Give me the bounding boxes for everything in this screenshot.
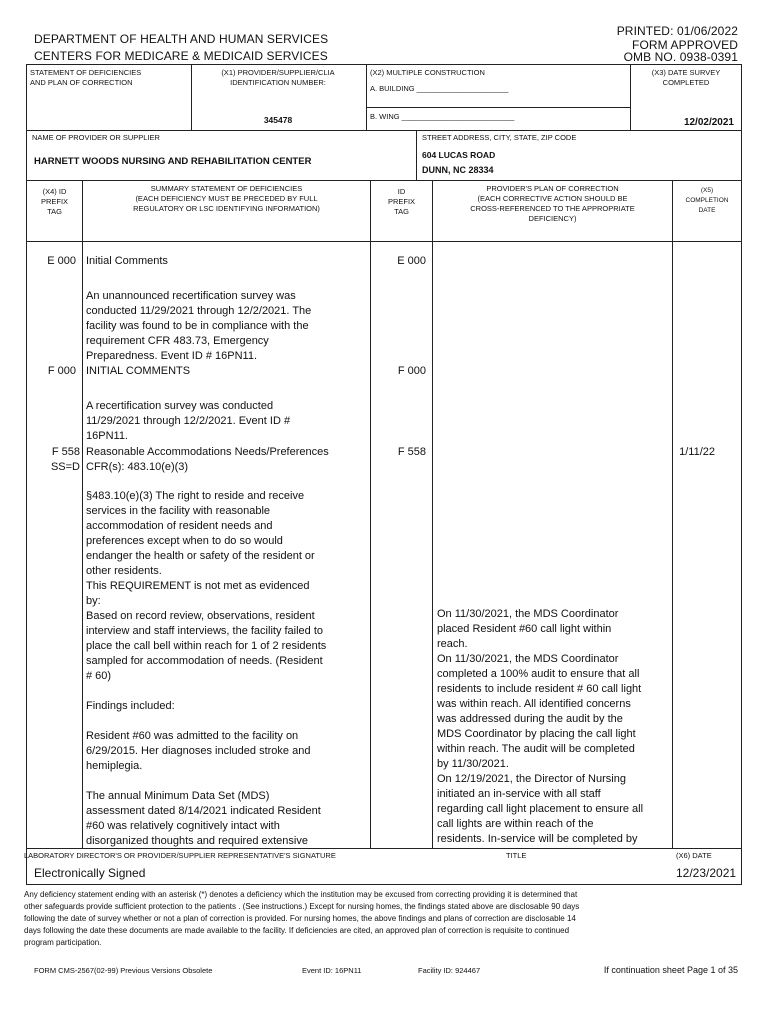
city-state-zip: DUNN, NC 28334: [422, 165, 494, 175]
tag-prefix: E 000: [47, 255, 76, 267]
x2-wing: B. WING ___________________________: [370, 112, 515, 121]
rule: [26, 180, 742, 181]
entry-text: An unannounced recertification survey was conducted 11/29/2021 through 12/2/2021. The facility was found to be in compliance with the requirement CFR 483.73, Emergency Preparedness. Event ID # 16PN11.: [86, 290, 312, 362]
printed-date: PRINTED: 01/06/2022: [616, 24, 738, 38]
entry-text: §483.10(e)(3) The right to reside and receive services in the facility with reasonable accommodation of resident needs and preferences except when to do so would endanger the health or safety of the resident or other residents. This REQUIREMENT is not met as evidenced by: Based on record review, observations, resident interview and staff interviews, the facility failed to place the call bell within reach for 1 of 2 residents sampled for accommodation of needs. (Resident # 60) Findings included: Resident #60 was admitted to the facility on 6/29/2015. Her diagnoses included stroke and hemiplegia. The annual Minimum Data Set (MDS) assessment dated 8/14/2021 indicated Resident #60 was relatively cognitively intact with disorganized thoughts and required extensive: [86, 490, 327, 847]
rule: [26, 64, 742, 65]
facility-id: Facility ID: 924467: [418, 966, 481, 975]
entry-title: INITIAL COMMENTS: [86, 365, 191, 377]
rule: [26, 241, 742, 242]
x2-building: A. BUILDING ______________________: [370, 84, 509, 93]
form-number: FORM CMS-2567(02-99) Previous Versions Obsolete: [34, 966, 213, 975]
survey-date: 12/02/2021: [683, 117, 734, 128]
rule: [432, 180, 433, 848]
page-number: If continuation sheet Page 1 of 35: [603, 965, 738, 975]
entry-title: Reasonable Accommodations Needs/Preferences CFR(s): 483.10(e)(3): [86, 446, 329, 473]
completion-date: 1/11/22: [679, 446, 715, 458]
tag-prefix: F 558: [51, 446, 80, 458]
statement-label: STATEMENT OF DEFICIENCIES AND PLAN OF CORRECTION: [30, 68, 142, 87]
provider-id: 345478: [263, 115, 293, 125]
x2-label: (X2) MULTIPLE CONSTRUCTION: [370, 68, 485, 77]
provider-name: HARNETT WOODS NURSING AND REHABILITATION CENTER: [34, 156, 312, 167]
rule: [26, 884, 742, 885]
street-address: 604 LUCAS ROAD: [422, 150, 496, 160]
rule: [416, 130, 417, 180]
x1-label: (X1) PROVIDER/SUPPLIER/CLIA IDENTIFICATION NUMBER:: [221, 68, 335, 87]
summary-column-header: SUMMARY STATEMENT OF DEFICIENCIES (EACH DEFICIENCY MUST BE PRECEDED BY FULL REGULATORY OR LSC IDENTIFYING INFORMATION): [133, 184, 320, 213]
form-approved: FORM APPROVED: [632, 38, 738, 52]
agency-name: CENTERS FOR MEDICARE & MEDICAID SERVICES: [34, 49, 328, 63]
id-prefix: E 000: [397, 255, 426, 267]
rule: [370, 180, 371, 848]
entry-text: A recertification survey was conducted 11/29/2021 through 12/2/2021. Event ID # 16PN11.: [86, 400, 291, 442]
provider-name-label: NAME OF PROVIDER OR SUPPLIER: [32, 133, 160, 142]
department-name: DEPARTMENT OF HEALTH AND HUMAN SERVICES: [34, 32, 329, 46]
plan-column-header: PROVIDER'S PLAN OF CORRECTION (EACH CORRECTIVE ACTION SHOULD BE CROSS-REFERENCED TO THE APPROPRIATE DEFICIENCY): [470, 184, 635, 223]
rule: [26, 130, 742, 131]
id-prefix: F 000: [397, 365, 426, 377]
id-prefix: F 558: [397, 446, 426, 458]
plan-of-correction-text: On 11/30/2021, the MDS Coordinator placed Resident #60 call light within reach. On 11/30/2021, the MDS Coordinator completed a 100% audit to ensure that all residents to include resident # 60 call light was within reach. All identified concerns was addressed during the audit by the MDS Coordinator by placing the call light within reach. The audit will be completed by 11/30/2021. On 12/19/2021, the Director of Nursing initiated an in-service with all staff regarding call light placement to ensure all call lights are within reach of the residents. In-service will be completed by: [437, 608, 644, 845]
rule: [82, 180, 83, 848]
signature-label: LABORATORY DIRECTOR'S OR PROVIDER/SUPPLIER REPRESENTATIVE'S SIGNATURE: [24, 851, 336, 860]
disclaimer-text: Any deficiency statement ending with an asterisk (*) denotes a deficiency which the institution may be excused from correcting providing it is determined that other safeguards provide sufficient protection to the patients . (See instructions.) Except for nursing homes, the findings stated above are disclosable 90 days following the date of survey whether or not a plan of correction is provided. For nursing homes, the above findings and plans of correction are disclosable 14 days following the date these documents are made available to the facility. If deficiencies are cited, an approved plan of correction is requisite to continued program participation.: [24, 890, 580, 947]
rule: [366, 64, 367, 130]
id-column-header: ID PREFIX TAG: [387, 187, 416, 216]
x3-label: (X3) DATE SURVEY COMPLETED: [651, 68, 721, 87]
rule: [630, 64, 631, 130]
x4-column-header: (X4) ID PREFIX TAG: [40, 187, 69, 216]
signature-date-label: (X6) DATE: [676, 851, 712, 860]
signature-date: 12/23/2021: [676, 866, 737, 880]
entry-title: Initial Comments: [86, 255, 168, 267]
signature-value: Electronically Signed: [34, 866, 146, 880]
event-id: Event ID: 16PN11: [302, 966, 362, 975]
address-label: STREET ADDRESS, CITY, STATE, ZIP CODE: [422, 133, 577, 142]
omb-number: OMB NO. 0938-0391: [623, 50, 738, 64]
tag-prefix: F 000: [47, 365, 76, 377]
rule: [672, 180, 673, 848]
rule: [741, 64, 742, 884]
title-label: TITLE: [506, 851, 527, 860]
x5-column-header: (X5) COMPLETION DATE: [685, 187, 729, 214]
scope-severity: SS=D: [50, 461, 80, 473]
rule: [366, 107, 630, 108]
